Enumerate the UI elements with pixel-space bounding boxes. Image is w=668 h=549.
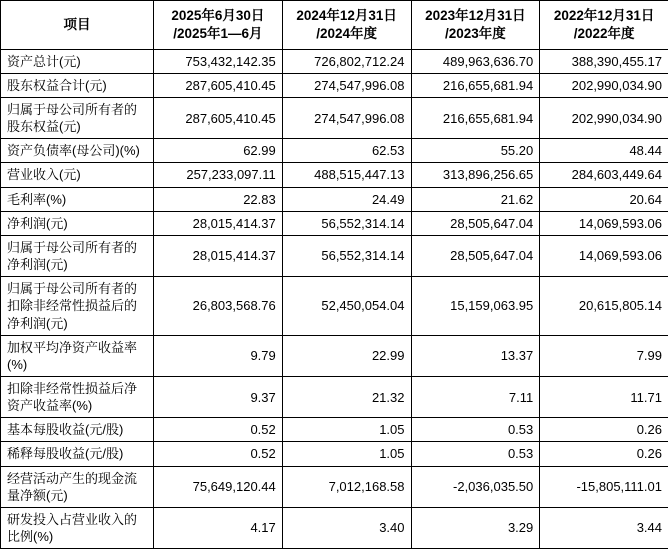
row-value: 14,069,593.06 (540, 235, 668, 276)
row-value: 287,605,410.45 (154, 97, 283, 138)
row-value: -15,805,111.01 (540, 466, 668, 507)
row-value: 287,605,410.45 (154, 73, 283, 97)
table-row (1, 163, 668, 187)
row-label: 归属于母公司所有者的股东权益(元) (1, 97, 154, 138)
row-label: 归属于母公司所有者的净利润(元) (1, 235, 154, 276)
table-row (1, 466, 668, 507)
row-value: 14,069,593.06 (540, 211, 668, 235)
row-value: 52,450,054.04 (282, 277, 411, 335)
row-value: 9.79 (154, 335, 283, 376)
row-value: 216,655,681.94 (411, 73, 540, 97)
table-row (1, 335, 668, 376)
column-header-period-3-line1: 2023年12月31日 (417, 7, 535, 25)
row-value: 9.37 (154, 376, 283, 417)
column-header-period-1-line2: /2025年1—6月 (159, 25, 277, 43)
column-header-period-4 (540, 1, 668, 50)
row-label: 净利润(元) (1, 211, 154, 235)
row-value: 56,552,314.14 (282, 235, 411, 276)
row-label: 经营活动产生的现金流量净额(元) (1, 466, 154, 507)
table-row (1, 376, 668, 417)
table-row (1, 418, 668, 442)
table-row (1, 235, 668, 276)
column-header-period-3-line2: /2023年度 (417, 25, 535, 43)
table-row (1, 187, 668, 211)
row-value: 726,802,712.24 (282, 49, 411, 73)
table-row (1, 97, 668, 138)
row-label: 股东权益合计(元) (1, 73, 154, 97)
row-value: 7.11 (411, 376, 540, 417)
row-value: 4.17 (154, 507, 283, 548)
row-value: 15,159,063.95 (411, 277, 540, 335)
row-value: 0.52 (154, 418, 283, 442)
column-header-item-line1: 项目 (6, 16, 148, 34)
row-value: 1.05 (282, 418, 411, 442)
table-header (1, 1, 668, 50)
row-value: 3.40 (282, 507, 411, 548)
row-value: 7,012,168.58 (282, 466, 411, 507)
row-value: 11.71 (540, 376, 668, 417)
column-header-period-3 (411, 1, 540, 50)
row-value: 28,505,647.04 (411, 235, 540, 276)
row-label: 资产负债率(母公司)(%) (1, 139, 154, 163)
column-header-period-1-line1: 2025年6月30日 (159, 7, 277, 25)
row-label: 毛利率(%) (1, 187, 154, 211)
table-header-row (1, 1, 668, 50)
row-value: 0.26 (540, 418, 668, 442)
row-value: 22.99 (282, 335, 411, 376)
row-value: 202,990,034.90 (540, 73, 668, 97)
row-value: 20,615,805.14 (540, 277, 668, 335)
column-header-period-2-line1: 2024年12月31日 (288, 7, 406, 25)
column-header-period-2-line2: /2024年度 (288, 25, 406, 43)
column-header-period-4-line1: 2022年12月31日 (545, 7, 663, 25)
row-value: 753,432,142.35 (154, 49, 283, 73)
row-label: 归属于母公司所有者的扣除非经常性损益后的净利润(元) (1, 277, 154, 335)
row-value: 1.05 (282, 442, 411, 466)
row-value: 489,963,636.70 (411, 49, 540, 73)
table-row (1, 442, 668, 466)
row-value: 0.53 (411, 418, 540, 442)
row-value: 28,015,414.37 (154, 211, 283, 235)
column-header-period-2 (282, 1, 411, 50)
row-value: 62.53 (282, 139, 411, 163)
row-value: 62.99 (154, 139, 283, 163)
row-value: 28,505,647.04 (411, 211, 540, 235)
table-row (1, 139, 668, 163)
table-row (1, 277, 668, 335)
row-value: 274,547,996.08 (282, 73, 411, 97)
row-label: 研发投入占营业收入的比例(%) (1, 507, 154, 548)
row-value: 202,990,034.90 (540, 97, 668, 138)
row-label: 基本每股收益(元/股) (1, 418, 154, 442)
row-value: 13.37 (411, 335, 540, 376)
row-label: 营业收入(元) (1, 163, 154, 187)
row-value: 284,603,449.64 (540, 163, 668, 187)
row-value: 257,233,097.11 (154, 163, 283, 187)
row-label: 稀释每股收益(元/股) (1, 442, 154, 466)
table-body (1, 49, 668, 549)
row-label: 资产总计(元) (1, 49, 154, 73)
row-label: 扣除非经常性损益后净资产收益率(%) (1, 376, 154, 417)
row-value: 20.64 (540, 187, 668, 211)
table-row (1, 211, 668, 235)
row-value: -2,036,035.50 (411, 466, 540, 507)
row-value: 3.29 (411, 507, 540, 548)
column-header-period-4-line2: /2022年度 (545, 25, 663, 43)
row-label: 加权平均净资产收益率(%) (1, 335, 154, 376)
table-row (1, 49, 668, 73)
row-value: 488,515,447.13 (282, 163, 411, 187)
row-value: 3.44 (540, 507, 668, 548)
row-value: 75,649,120.44 (154, 466, 283, 507)
row-value: 24.49 (282, 187, 411, 211)
column-header-period-1 (154, 1, 283, 50)
row-value: 26,803,568.76 (154, 277, 283, 335)
row-value: 0.53 (411, 442, 540, 466)
row-value: 0.26 (540, 442, 668, 466)
row-value: 0.52 (154, 442, 283, 466)
row-value: 21.32 (282, 376, 411, 417)
table-row (1, 73, 668, 97)
row-value: 55.20 (411, 139, 540, 163)
row-value: 388,390,455.17 (540, 49, 668, 73)
row-value: 313,896,256.65 (411, 163, 540, 187)
row-value: 21.62 (411, 187, 540, 211)
row-value: 48.44 (540, 139, 668, 163)
row-value: 216,655,681.94 (411, 97, 540, 138)
row-value: 22.83 (154, 187, 283, 211)
column-header-item (1, 1, 154, 50)
row-value: 7.99 (540, 335, 668, 376)
table-row (1, 507, 668, 548)
row-value: 274,547,996.08 (282, 97, 411, 138)
row-value: 56,552,314.14 (282, 211, 411, 235)
row-value: 28,015,414.37 (154, 235, 283, 276)
